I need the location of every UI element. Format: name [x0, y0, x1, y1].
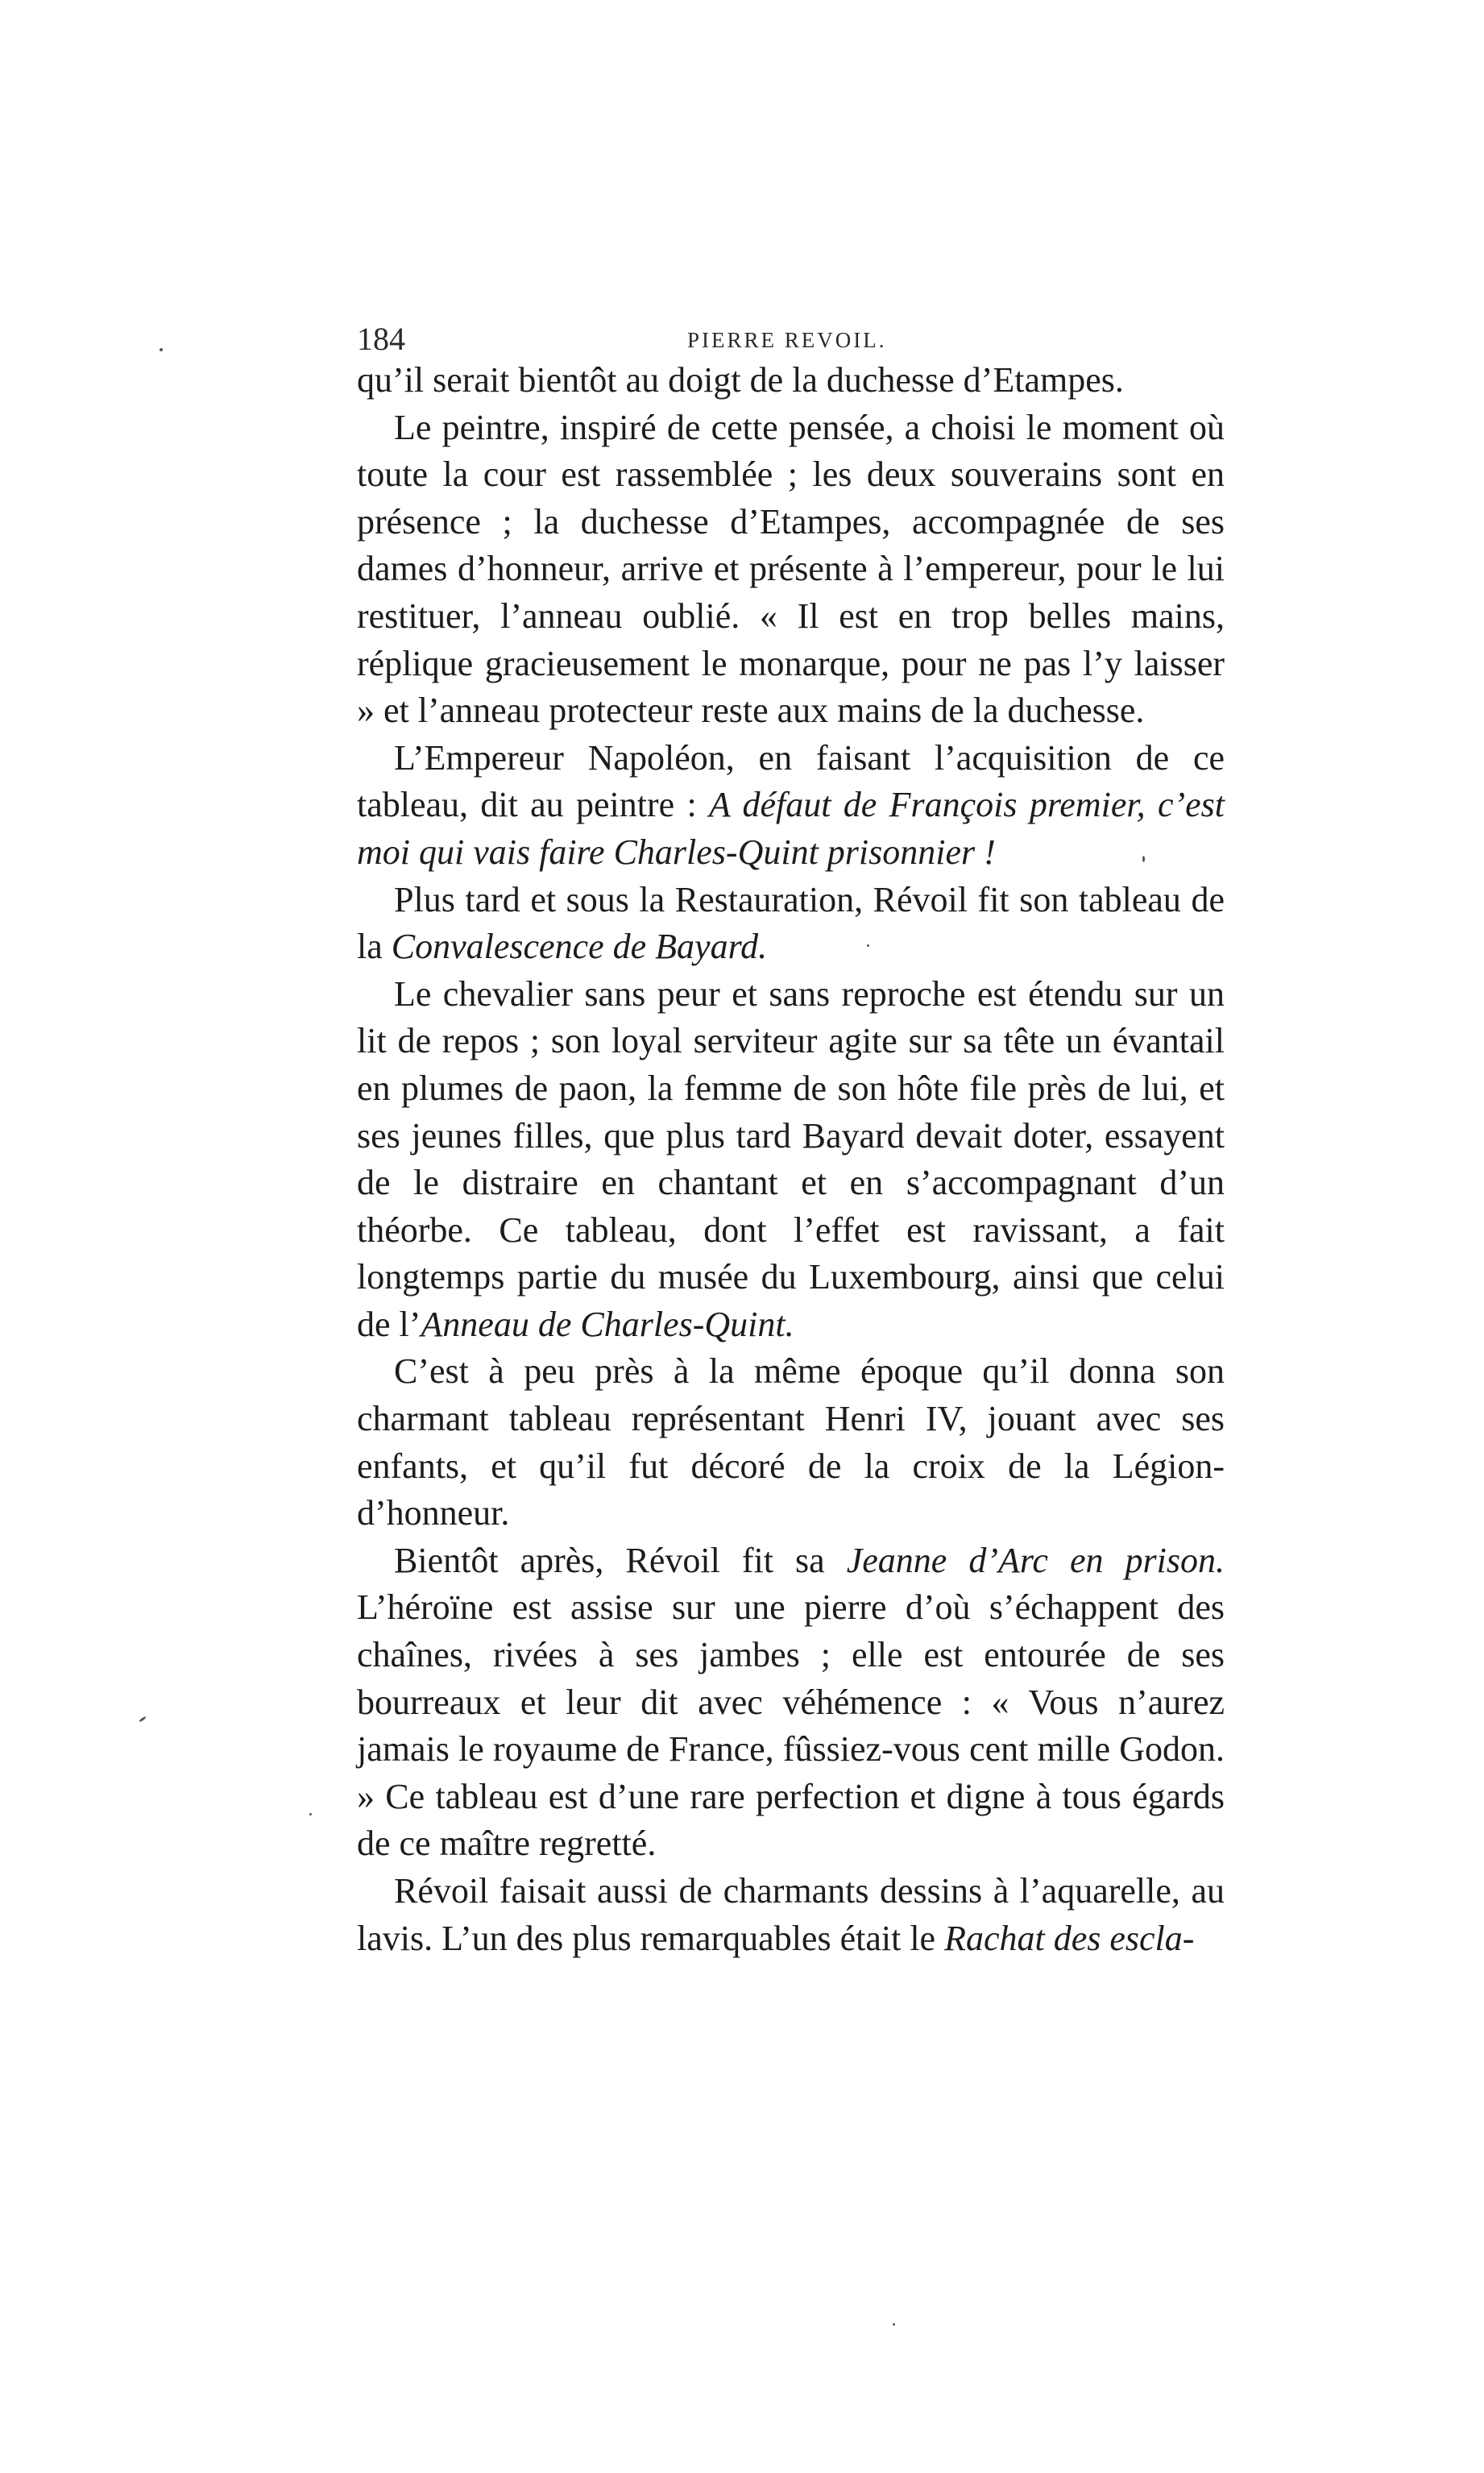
- paragraph: [357, 1348, 1225, 1537]
- italic-text: A défaut de François premier, c’est moi qui vais faire Charles-Quint prisonnier !: [357, 785, 1225, 872]
- paragraph: [357, 1868, 1225, 1962]
- text-run: Plus tard et sous la Restauration, Révoil fit son tableau de la: [357, 879, 1225, 967]
- scan-speck: [893, 2323, 895, 2326]
- italic-text: Convalescence de Bayard.: [391, 927, 768, 967]
- text-run: qu’il serait bientôt au doigt de la duchesse d’Etampes.: [357, 360, 1124, 400]
- text-run: C’est à peu près à la même époque qu’il donna son charmant tableau représentant Henri IV, jouant avec ses enfants, et qu’il fut décoré de la croix de la Légion-d’honneur.: [357, 1351, 1225, 1533]
- paragraph: [357, 1537, 1225, 1868]
- italic-text: Anneau de Charles-Quint.: [421, 1304, 794, 1344]
- scan-speck: [1142, 856, 1145, 862]
- page-number: 184: [357, 321, 405, 357]
- running-title: PIERRE REVOIL.: [687, 328, 887, 352]
- body-text: [357, 357, 1225, 1962]
- paragraph: [357, 735, 1225, 877]
- scan-speck: [309, 1813, 312, 1815]
- italic-text: Rachat des escla-: [944, 1918, 1195, 1958]
- page-header: [357, 319, 1225, 359]
- scan-speck: [160, 348, 163, 351]
- scan-speck: [867, 944, 869, 947]
- italic-text: Jeanne d’Arc en prison.: [846, 1540, 1225, 1580]
- paragraph: [357, 405, 1225, 735]
- text-run: Bientôt après, Révoil fit sa: [394, 1540, 847, 1580]
- text-run: Le chevalier sans peur et sans reproche est étendu sur un lit de repos ; son loyal serviteur agite sur sa tête un évantail en plumes de paon, la femme de son hôte file près de lui, et ses jeunes filles, que plus tard Bayard devait doter, essayent de le distraire en chantant et en s’accompagnant d’un théorbe. Ce tableau, dont l’effet est ravissant, a fait longtemps partie du musée du Luxembourg, ainsi que celui de l’: [357, 973, 1225, 1344]
- text-run: Le peintre, inspiré de cette pensée, a choisi le moment où toute la cour est rassemblée ; les deux souverains sont en présence ; la duchesse d’Etampes, accompagnée de ses dames d’honneur, arrive et présente à l’empereur, pour le lui restituer, l’anneau oublié. « Il est en trop belles mains, réplique gracieusement le monarque, pour ne pas l’y laisser » et l’anneau protecteur reste aux mains de la duchesse.: [357, 407, 1225, 731]
- paragraph: [357, 971, 1225, 1349]
- paragraph: [357, 357, 1225, 405]
- text-run: L’Empereur Napoléon, en faisant l’acquisition de ce tableau, dit au peintre :: [357, 737, 1225, 825]
- scan-speck: [139, 1716, 147, 1722]
- text-run: L’héroïne est assise sur une pierre d’où s’échappent des chaînes, rivées à ses jambes ; elle est entourée de ses bourreaux et leur dit avec véhémence : « Vous n’aurez jamais le royaume de France, fûssiez-vous cent mille Godon. » Ce tableau est d’une rare perfection et digne à tous égards de ce maître regretté.: [357, 1587, 1225, 1864]
- paragraph: [357, 877, 1225, 971]
- text-run: Révoil faisait aussi de charmants dessins à l’aquarelle, au lavis. L’un des plus remarquables était le: [357, 1871, 1225, 1958]
